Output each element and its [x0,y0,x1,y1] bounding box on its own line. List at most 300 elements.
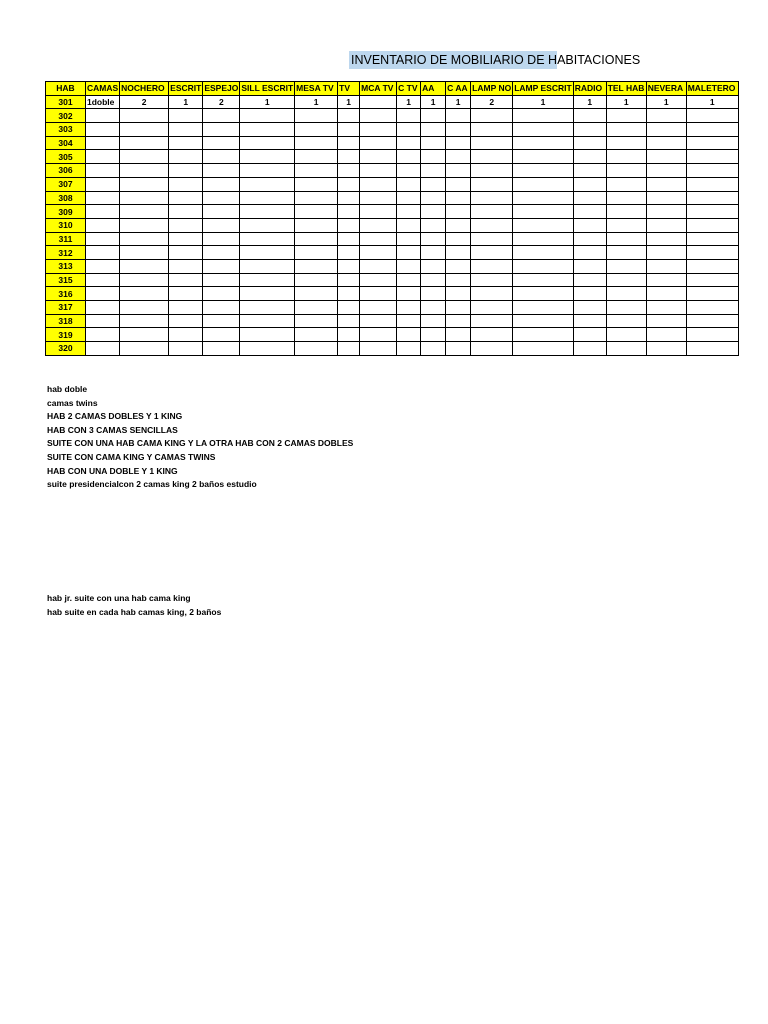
inventory-cell[interactable] [686,328,738,342]
inventory-cell[interactable]: 1 [421,95,446,109]
inventory-cell[interactable] [120,273,169,287]
inventory-cell[interactable] [471,109,513,123]
inventory-cell[interactable] [169,218,203,232]
inventory-cell[interactable] [360,95,397,109]
inventory-cell[interactable] [203,191,240,205]
inventory-cell[interactable] [86,273,120,287]
inventory-cell[interactable] [295,301,338,315]
inventory-cell[interactable]: 1doble [86,95,120,109]
inventory-cell[interactable] [397,123,421,137]
inventory-cell[interactable] [421,123,446,137]
inventory-cell[interactable] [338,259,360,273]
inventory-cell[interactable] [338,273,360,287]
inventory-cell[interactable] [86,218,120,232]
inventory-cell[interactable] [646,259,686,273]
inventory-cell[interactable] [203,136,240,150]
inventory-cell[interactable] [120,301,169,315]
inventory-cell[interactable] [203,314,240,328]
inventory-cell[interactable] [573,314,606,328]
inventory-cell[interactable] [338,218,360,232]
inventory-cell[interactable] [240,164,295,178]
inventory-cell[interactable] [686,164,738,178]
inventory-cell[interactable] [338,109,360,123]
inventory-cell[interactable] [606,136,646,150]
inventory-cell[interactable] [240,123,295,137]
inventory-cell[interactable] [646,123,686,137]
inventory-cell[interactable] [446,150,471,164]
inventory-cell[interactable] [686,123,738,137]
inventory-cell[interactable] [120,191,169,205]
inventory-cell[interactable] [338,150,360,164]
inventory-cell[interactable] [86,342,120,356]
inventory-cell[interactable] [120,150,169,164]
inventory-cell[interactable] [360,164,397,178]
inventory-cell[interactable] [295,109,338,123]
inventory-cell[interactable] [86,205,120,219]
inventory-cell[interactable] [240,205,295,219]
inventory-cell[interactable] [240,150,295,164]
inventory-cell[interactable]: 1 [446,95,471,109]
inventory-cell[interactable] [573,342,606,356]
inventory-cell[interactable] [169,164,203,178]
inventory-cell[interactable] [120,164,169,178]
inventory-cell[interactable] [338,191,360,205]
inventory-cell[interactable] [360,259,397,273]
inventory-cell[interactable] [573,287,606,301]
inventory-cell[interactable] [421,232,446,246]
inventory-cell[interactable] [240,301,295,315]
inventory-cell[interactable] [295,205,338,219]
inventory-cell[interactable] [446,109,471,123]
inventory-cell[interactable] [169,191,203,205]
inventory-cell[interactable] [513,164,573,178]
inventory-cell[interactable] [573,150,606,164]
inventory-cell[interactable] [397,232,421,246]
inventory-cell[interactable] [86,164,120,178]
inventory-cell[interactable] [397,342,421,356]
inventory-cell[interactable] [446,328,471,342]
inventory-cell[interactable] [360,150,397,164]
inventory-cell[interactable] [203,328,240,342]
inventory-cell[interactable] [360,109,397,123]
inventory-cell[interactable] [120,109,169,123]
inventory-cell[interactable] [471,150,513,164]
inventory-cell[interactable] [240,232,295,246]
inventory-cell[interactable] [446,273,471,287]
inventory-cell[interactable] [86,259,120,273]
inventory-cell[interactable] [203,301,240,315]
inventory-cell[interactable] [240,273,295,287]
inventory-cell[interactable] [606,191,646,205]
inventory-cell[interactable] [360,273,397,287]
inventory-cell[interactable] [513,232,573,246]
inventory-cell[interactable] [646,218,686,232]
inventory-cell[interactable] [573,218,606,232]
inventory-cell[interactable] [397,218,421,232]
inventory-cell[interactable] [513,177,573,191]
inventory-cell[interactable] [240,314,295,328]
inventory-cell[interactable] [120,177,169,191]
inventory-cell[interactable] [86,191,120,205]
inventory-cell[interactable] [471,218,513,232]
inventory-cell[interactable] [397,205,421,219]
inventory-cell[interactable] [360,232,397,246]
inventory-cell[interactable] [86,123,120,137]
inventory-cell[interactable] [360,287,397,301]
inventory-cell[interactable] [338,205,360,219]
inventory-cell[interactable] [360,342,397,356]
inventory-cell[interactable] [446,259,471,273]
inventory-cell[interactable] [295,328,338,342]
inventory-cell[interactable] [240,259,295,273]
inventory-cell[interactable] [471,301,513,315]
inventory-cell[interactable] [686,287,738,301]
inventory-cell[interactable] [646,205,686,219]
inventory-cell[interactable] [606,259,646,273]
inventory-cell[interactable] [360,177,397,191]
inventory-cell[interactable] [421,259,446,273]
inventory-cell[interactable] [421,287,446,301]
inventory-cell[interactable] [338,164,360,178]
inventory-cell[interactable] [86,328,120,342]
inventory-cell[interactable] [513,246,573,260]
inventory-cell[interactable] [573,246,606,260]
inventory-cell[interactable] [686,191,738,205]
inventory-cell[interactable] [471,177,513,191]
inventory-cell[interactable] [421,273,446,287]
inventory-cell[interactable] [513,205,573,219]
inventory-cell[interactable] [573,328,606,342]
inventory-cell[interactable] [513,328,573,342]
inventory-cell[interactable] [169,232,203,246]
inventory-cell[interactable] [513,123,573,137]
inventory-cell[interactable] [606,218,646,232]
inventory-cell[interactable] [421,342,446,356]
inventory-cell[interactable] [169,123,203,137]
inventory-cell[interactable] [240,328,295,342]
inventory-cell[interactable] [86,246,120,260]
inventory-cell[interactable] [421,328,446,342]
inventory-cell[interactable] [686,259,738,273]
inventory-cell[interactable] [203,177,240,191]
inventory-cell[interactable] [446,287,471,301]
inventory-cell[interactable] [360,301,397,315]
inventory-cell[interactable] [397,273,421,287]
inventory-cell[interactable] [686,342,738,356]
inventory-cell[interactable] [397,150,421,164]
inventory-cell[interactable] [446,177,471,191]
inventory-cell[interactable] [606,314,646,328]
inventory-cell[interactable] [338,177,360,191]
inventory-cell[interactable] [203,205,240,219]
inventory-cell[interactable] [646,191,686,205]
inventory-cell[interactable] [120,136,169,150]
inventory-cell[interactable] [421,150,446,164]
inventory-cell[interactable] [686,246,738,260]
inventory-cell[interactable] [360,328,397,342]
inventory-cell[interactable] [646,232,686,246]
inventory-cell[interactable]: 1 [338,95,360,109]
inventory-cell[interactable] [421,191,446,205]
inventory-cell[interactable] [606,205,646,219]
inventory-cell[interactable] [646,177,686,191]
inventory-cell[interactable] [397,259,421,273]
inventory-cell[interactable] [513,191,573,205]
inventory-cell[interactable] [86,150,120,164]
inventory-cell[interactable] [646,164,686,178]
inventory-cell[interactable] [120,218,169,232]
inventory-cell[interactable] [471,123,513,137]
inventory-cell[interactable] [338,136,360,150]
inventory-cell[interactable] [203,246,240,260]
inventory-cell[interactable] [338,123,360,137]
inventory-cell[interactable] [397,177,421,191]
inventory-cell[interactable] [646,328,686,342]
inventory-cell[interactable] [471,232,513,246]
inventory-cell[interactable]: 2 [471,95,513,109]
inventory-cell[interactable] [513,109,573,123]
inventory-cell[interactable] [240,287,295,301]
inventory-cell[interactable] [646,150,686,164]
inventory-cell[interactable] [360,205,397,219]
inventory-cell[interactable] [446,232,471,246]
inventory-cell[interactable] [446,246,471,260]
inventory-cell[interactable] [573,232,606,246]
inventory-cell[interactable] [169,246,203,260]
inventory-cell[interactable] [295,232,338,246]
inventory-cell[interactable] [203,273,240,287]
inventory-cell[interactable] [295,218,338,232]
inventory-cell[interactable] [86,287,120,301]
inventory-cell[interactable] [169,342,203,356]
inventory-cell[interactable] [686,150,738,164]
inventory-cell[interactable] [295,191,338,205]
inventory-cell[interactable] [471,205,513,219]
inventory-cell[interactable] [606,246,646,260]
inventory-cell[interactable] [240,246,295,260]
inventory-cell[interactable] [446,191,471,205]
inventory-cell[interactable] [120,259,169,273]
inventory-cell[interactable] [646,287,686,301]
inventory-cell[interactable]: 2 [203,95,240,109]
inventory-cell[interactable] [397,246,421,260]
inventory-cell[interactable] [203,164,240,178]
inventory-cell[interactable] [606,123,646,137]
inventory-cell[interactable] [338,301,360,315]
inventory-cell[interactable] [421,136,446,150]
inventory-cell[interactable] [686,177,738,191]
inventory-cell[interactable] [573,136,606,150]
inventory-cell[interactable]: 1 [573,95,606,109]
inventory-cell[interactable] [203,259,240,273]
inventory-cell[interactable] [397,191,421,205]
inventory-cell[interactable] [513,301,573,315]
inventory-cell[interactable] [203,342,240,356]
inventory-cell[interactable] [606,109,646,123]
inventory-cell[interactable] [397,164,421,178]
inventory-cell[interactable]: 2 [120,95,169,109]
inventory-cell[interactable] [646,246,686,260]
inventory-cell[interactable] [169,177,203,191]
inventory-cell[interactable] [295,177,338,191]
inventory-cell[interactable] [169,328,203,342]
inventory-cell[interactable] [446,123,471,137]
inventory-cell[interactable] [397,301,421,315]
inventory-cell[interactable] [338,232,360,246]
inventory-cell[interactable] [203,150,240,164]
inventory-cell[interactable] [86,301,120,315]
inventory-cell[interactable] [397,314,421,328]
inventory-cell[interactable]: 1 [646,95,686,109]
inventory-cell[interactable]: 1 [169,95,203,109]
inventory-cell[interactable] [421,218,446,232]
inventory-cell[interactable] [573,177,606,191]
inventory-cell[interactable] [169,205,203,219]
inventory-cell[interactable] [120,342,169,356]
inventory-cell[interactable] [338,328,360,342]
inventory-cell[interactable] [421,177,446,191]
inventory-cell[interactable] [169,150,203,164]
inventory-cell[interactable] [295,150,338,164]
inventory-cell[interactable] [360,136,397,150]
inventory-cell[interactable]: 1 [513,95,573,109]
inventory-cell[interactable] [421,109,446,123]
inventory-cell[interactable] [686,301,738,315]
inventory-cell[interactable] [169,259,203,273]
inventory-cell[interactable] [240,177,295,191]
inventory-cell[interactable] [646,342,686,356]
inventory-cell[interactable] [338,246,360,260]
inventory-cell[interactable] [120,328,169,342]
inventory-cell[interactable] [573,164,606,178]
inventory-cell[interactable] [606,301,646,315]
inventory-cell[interactable] [421,205,446,219]
inventory-cell[interactable] [86,314,120,328]
inventory-cell[interactable] [203,123,240,137]
inventory-cell[interactable] [120,314,169,328]
inventory-cell[interactable]: 1 [606,95,646,109]
inventory-cell[interactable] [169,273,203,287]
inventory-cell[interactable] [397,136,421,150]
inventory-cell[interactable] [295,246,338,260]
inventory-cell[interactable] [606,328,646,342]
inventory-cell[interactable] [397,109,421,123]
inventory-cell[interactable] [338,342,360,356]
inventory-cell[interactable] [295,273,338,287]
inventory-cell[interactable] [295,314,338,328]
inventory-cell[interactable] [421,301,446,315]
inventory-cell[interactable] [203,287,240,301]
inventory-cell[interactable] [295,136,338,150]
inventory-cell[interactable] [421,246,446,260]
inventory-cell[interactable] [573,205,606,219]
inventory-cell[interactable] [471,164,513,178]
inventory-cell[interactable] [573,191,606,205]
inventory-cell[interactable] [360,314,397,328]
inventory-cell[interactable] [360,191,397,205]
inventory-cell[interactable] [86,232,120,246]
inventory-cell[interactable] [573,259,606,273]
inventory-cell[interactable] [513,218,573,232]
inventory-cell[interactable] [120,246,169,260]
inventory-cell[interactable] [421,314,446,328]
inventory-cell[interactable] [240,342,295,356]
inventory-cell[interactable] [573,301,606,315]
inventory-cell[interactable]: 1 [397,95,421,109]
inventory-cell[interactable] [606,164,646,178]
inventory-cell[interactable] [513,273,573,287]
inventory-cell[interactable] [397,287,421,301]
inventory-cell[interactable] [471,287,513,301]
inventory-cell[interactable] [573,123,606,137]
inventory-cell[interactable] [471,328,513,342]
inventory-cell[interactable] [86,109,120,123]
inventory-cell[interactable] [203,232,240,246]
inventory-cell[interactable] [203,109,240,123]
inventory-cell[interactable] [471,342,513,356]
inventory-cell[interactable] [120,232,169,246]
inventory-cell[interactable] [646,273,686,287]
inventory-cell[interactable] [338,314,360,328]
inventory-cell[interactable] [86,177,120,191]
inventory-cell[interactable] [397,328,421,342]
inventory-cell[interactable] [295,123,338,137]
inventory-cell[interactable] [471,191,513,205]
inventory-cell[interactable]: 1 [240,95,295,109]
inventory-cell[interactable] [240,191,295,205]
inventory-cell[interactable] [513,136,573,150]
inventory-cell[interactable] [446,314,471,328]
inventory-cell[interactable] [360,123,397,137]
inventory-cell[interactable] [686,205,738,219]
inventory-cell[interactable] [513,314,573,328]
inventory-cell[interactable] [120,123,169,137]
inventory-cell[interactable] [573,109,606,123]
inventory-cell[interactable] [606,273,646,287]
inventory-cell[interactable] [169,287,203,301]
inventory-cell[interactable] [421,164,446,178]
inventory-cell[interactable] [169,314,203,328]
inventory-cell[interactable] [606,177,646,191]
inventory-cell[interactable] [471,314,513,328]
inventory-cell[interactable] [120,287,169,301]
inventory-cell[interactable] [646,301,686,315]
inventory-cell[interactable] [471,246,513,260]
inventory-cell[interactable] [606,287,646,301]
inventory-cell[interactable] [686,232,738,246]
inventory-cell[interactable] [686,136,738,150]
inventory-cell[interactable] [295,287,338,301]
inventory-cell[interactable] [446,164,471,178]
inventory-cell[interactable] [513,342,573,356]
inventory-cell[interactable] [203,218,240,232]
inventory-cell[interactable] [471,273,513,287]
inventory-cell[interactable] [295,164,338,178]
inventory-cell[interactable] [169,109,203,123]
inventory-cell[interactable] [513,287,573,301]
inventory-cell[interactable] [471,259,513,273]
inventory-cell[interactable] [338,287,360,301]
inventory-cell[interactable] [295,342,338,356]
inventory-cell[interactable] [471,136,513,150]
inventory-cell[interactable] [240,218,295,232]
inventory-cell[interactable] [446,136,471,150]
inventory-cell[interactable] [446,205,471,219]
inventory-cell[interactable] [513,259,573,273]
inventory-cell[interactable] [120,205,169,219]
inventory-cell[interactable] [446,301,471,315]
inventory-cell[interactable] [169,136,203,150]
